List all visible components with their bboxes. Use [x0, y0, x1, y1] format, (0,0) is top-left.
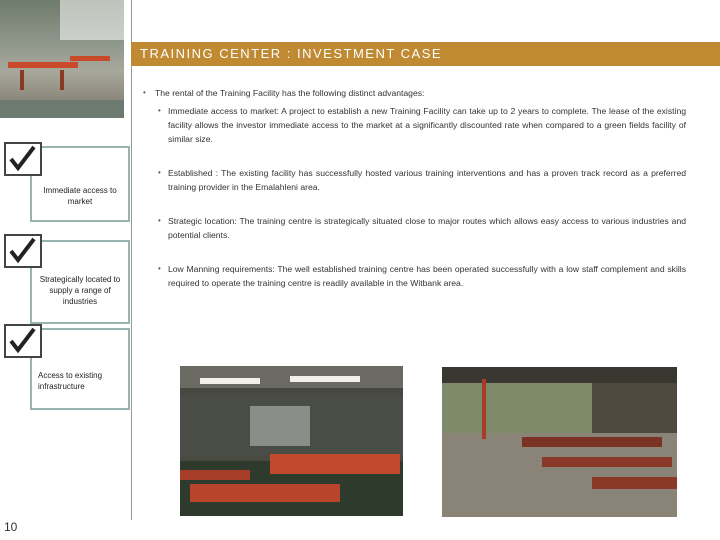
- sidebar-box-location: [30, 240, 130, 324]
- photo-outdoor: [442, 383, 592, 433]
- advantage-item: Established : The existing facility has successfully hosted various training interventions and has a proven track record as a preferred training provider in the Emalahleni area.: [168, 168, 686, 192]
- photo-beam: [60, 70, 64, 90]
- photo-light: [200, 378, 260, 384]
- photo-bench: [542, 457, 672, 467]
- photo-glare: [60, 0, 124, 40]
- checkmark-icon: [4, 234, 42, 268]
- bullet: •: [158, 168, 161, 177]
- photo-bench: [522, 437, 662, 447]
- bullet: •: [158, 264, 161, 273]
- bullet: •: [158, 216, 161, 225]
- photo-beam: [70, 56, 110, 61]
- sidebar-box-market: [30, 146, 130, 222]
- photo-bench: [592, 477, 677, 489]
- intro-text: The rental of the Training Facility has the following distinct advantages:: [155, 88, 425, 98]
- photo-beam: [20, 70, 24, 90]
- photo-roof: [442, 367, 677, 383]
- photo-floor: [0, 100, 124, 118]
- sidebar-box-label: Strategically located to supply a range of industries: [39, 275, 121, 306]
- page-number: 10: [4, 520, 18, 534]
- photo-beam: [8, 62, 78, 68]
- advantage-item: Low Manning requirements: The well established training centre has been operated successfully with a low staff complement and skills required to operate the training centre is readily available in the Witbank area.: [168, 264, 686, 288]
- bullet: •: [158, 106, 161, 115]
- workshop-photo-right: [442, 367, 677, 517]
- advantage-item: Strategic location: The training centre is strategically situated close to major routes which allows easy access to various industries and potential clients.: [168, 216, 686, 240]
- checkmark-icon: [4, 324, 42, 358]
- title-bar: [131, 42, 720, 66]
- photo-bench: [190, 484, 340, 502]
- photo-bench: [180, 470, 250, 480]
- advantage-item: Immediate access to market: A project to establish a new Training Facility can take up to 2 years to complete. The lease of the existing facility allows the investor immediate access to the market at a significantly discounted rate when compared to a green fields facility of similar size.: [168, 106, 686, 144]
- workshop-photo-top: [0, 0, 124, 118]
- workshop-photo-left: [180, 366, 403, 516]
- divider-line: [131, 0, 132, 520]
- bullet: •: [143, 88, 146, 97]
- photo-bench: [270, 454, 400, 474]
- sidebar-box-label: Immediate access to market: [43, 186, 117, 206]
- photo-light: [290, 376, 360, 382]
- sidebar-box-label: Access to existing infrastructure: [38, 371, 103, 391]
- sidebar-box-infrastructure: [30, 328, 130, 410]
- photo-pillar: [482, 379, 486, 439]
- checkmark-icon: [4, 142, 42, 176]
- photo-machine: [250, 406, 310, 446]
- page-title: TRAINING CENTER : INVESTMENT CASE: [140, 46, 443, 61]
